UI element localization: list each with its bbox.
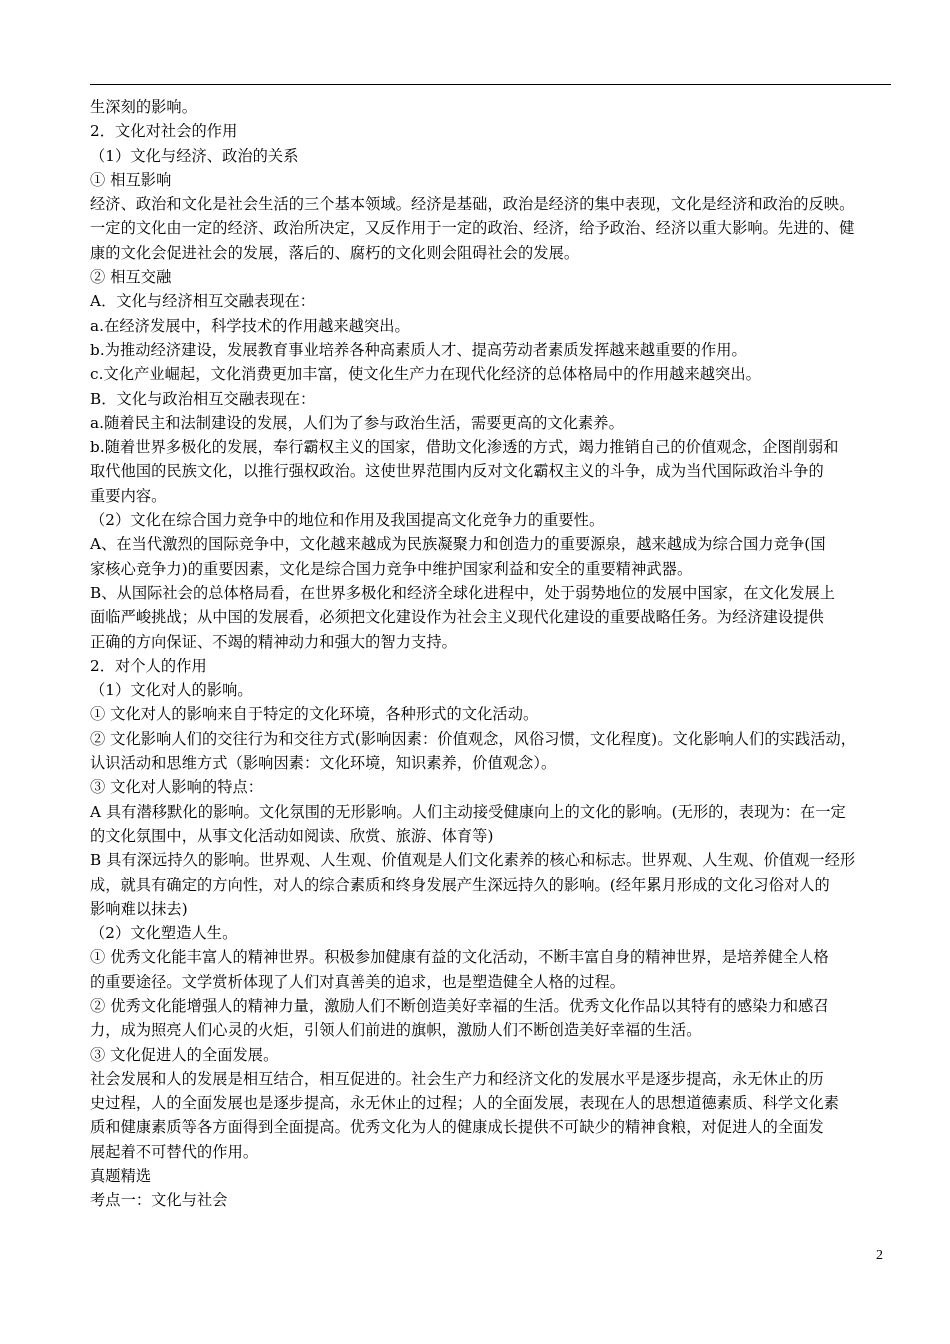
- text-line: 康的文化会促进社会的发展，落后的、腐朽的文化则会阻碍社会的发展。: [90, 243, 580, 262]
- text-line: 正确的方向保证、不竭的精神动力和强大的智力支持。: [90, 632, 457, 651]
- header-rule: [90, 84, 891, 85]
- text-line: ① 相互影响: [90, 170, 172, 189]
- text-line: 真题精选: [90, 1167, 152, 1186]
- text-line: 质和健康素质等各方面得到全面提高。优秀文化为人的健康成长提供不可缺少的精神食粮，对促进人的全面发: [90, 1118, 824, 1137]
- text-line: 2．对个人的作用: [90, 656, 207, 675]
- text-line: A、在当代激烈的国际竞争中，文化越来越成为民族凝聚力和创造力的重要源泉，越来越成为综合国力竞争(国: [90, 535, 826, 554]
- text-line: 重要内容。: [90, 486, 167, 505]
- text-line: B、从国际社会的总体格局看，在世界多极化和经济全球化进程中，处于弱势地位的发展中国家，在文化发展上: [90, 583, 836, 602]
- text-line: ② 相互交融: [90, 268, 172, 287]
- text-line: b.为推动经济建设，发展教育事业培养各种高素质人才、提高劳动者素质发挥越来越重要的作用。: [90, 340, 747, 359]
- text-line: 认识活动和思维方式（影响因素：文化环境，知识素养，价值观念）。: [90, 754, 557, 773]
- text-line: ③ 文化对人影响的特点：: [90, 778, 264, 797]
- text-line: 影响难以抹去): [90, 899, 188, 918]
- text-line: 的重要途径。文学赏析体现了人们对真善美的追求，也是塑造健全人格的过程。: [90, 972, 626, 991]
- text-line: 一定的文化由一定的经济、政治所决定，又反作用于一定的政治、经济，给予政治、经济以重大影响。先进的、健: [90, 219, 855, 238]
- text-line: ① 优秀文化能丰富人的精神世界。积极参加健康有益的文化活动，不断丰富自身的精神世界，是培养健全人格: [90, 948, 829, 967]
- text-line: （2）文化塑造人生。: [90, 924, 238, 943]
- text-line: B．文化与政治相互交融表现在：: [90, 389, 316, 408]
- text-line: a.随着民主和法制建设的发展，人们为了参与政治生活，需要更高的文化素养。: [90, 413, 624, 432]
- text-line: 取代他国的民族文化，以推行强权政治。这使世界范围内反对文化霸权主义的斗争，成为当代国际政治斗争的: [90, 462, 824, 481]
- text-line: ② 优秀文化能增强人的精神力量，激励人们不断创造美好幸福的生活。优秀文化作品以其特有的感染力和感召: [90, 996, 829, 1015]
- text-line: 考点一：文化与社会: [90, 1191, 228, 1210]
- text-line: 生深刻的影响。: [90, 98, 198, 116]
- text-line: 面临严峻挑战；从中国的发展看，必须把文化建设作为社会主义现代化建设的重要战略任务。为经济建设提供: [90, 608, 824, 627]
- text-line: 2．文化对社会的作用: [90, 122, 238, 141]
- text-line: 家核心竞争力)的重要因素，文化是综合国力竞争中维护国家利益和安全的重要精神武器。: [90, 559, 693, 578]
- text-line: ③ 文化促进人的全面发展。: [90, 1045, 279, 1064]
- text-line: 成，就具有确定的方向性，对人的综合素质和终身发展产生深远持久的影响。(经年累月形成的文化习俗对人的: [90, 875, 830, 894]
- text-line: ① 文化对人的影响来自于特定的文化环境，各种形式的文化活动。: [90, 705, 539, 724]
- text-line: 的文化氛围中，从事文化活动如阅读、欣赏、旅游、体育等): [90, 826, 494, 845]
- text-line: 力，成为照亮人们心灵的火炬，引领人们前进的旗帜，激励人们不断创造美好幸福的生活。: [90, 1021, 702, 1040]
- text-line: 展起着不可替代的作用。: [90, 1142, 259, 1161]
- text-line: c.文化产业崛起，文化消费更加丰富，使文化生产力在现代化经济的总体格局中的作用越来越突出。: [90, 365, 761, 384]
- text-line: （2）文化在综合国力竞争中的地位和作用及我国提高文化竞争力的重要性。: [90, 511, 605, 530]
- text-line: 史过程，人的全面发展也是逐步提高，永无休止的过程；人的全面发展，表现在人的思想道德素质、科学文化素: [90, 1094, 840, 1113]
- document-body: [90, 95, 891, 1213]
- text-line: （1）文化与经济、政治的关系: [90, 146, 299, 165]
- text-line: A．文化与经济相互交融表现在：: [90, 292, 316, 311]
- text-line: 社会发展和人的发展是相互结合，相互促进的。社会生产力和经济文化的发展水平是逐步提高，永无休止的历: [90, 1069, 824, 1088]
- text-line: a.在经济发展中，科学技术的作用越来越突出。: [90, 316, 410, 335]
- page-number: 2: [876, 1248, 883, 1263]
- text-line: b.随着世界多极化的发展，奉行霸权主义的国家，借助文化渗透的方式，竭力推销自己的价值观念，企图削弱和: [90, 438, 839, 457]
- text-line: 经济、政治和文化是社会生活的三个基本领域。经济是基础，政治是经济的集中表现，文化是经济和政治的反映。: [90, 195, 855, 214]
- text-line: （1）文化对人的影响。: [90, 681, 253, 700]
- text-line: B 具有深远持久的影响。世界观、人生观、价值观是人们文化素养的核心和标志。世界观、人生观、价值观一经形: [90, 851, 856, 870]
- text-line: ② 文化影响人们的交往行为和交往方式(影响因素：价值观念，风俗习惯，文化程度)。文化影响人们的实践活动，: [90, 729, 857, 748]
- text-line: A 具有潜移默化的影响。文化氛围的无形影响。人们主动接受健康向上的文化的影响。(无形的，表现为：在一定: [90, 802, 846, 821]
